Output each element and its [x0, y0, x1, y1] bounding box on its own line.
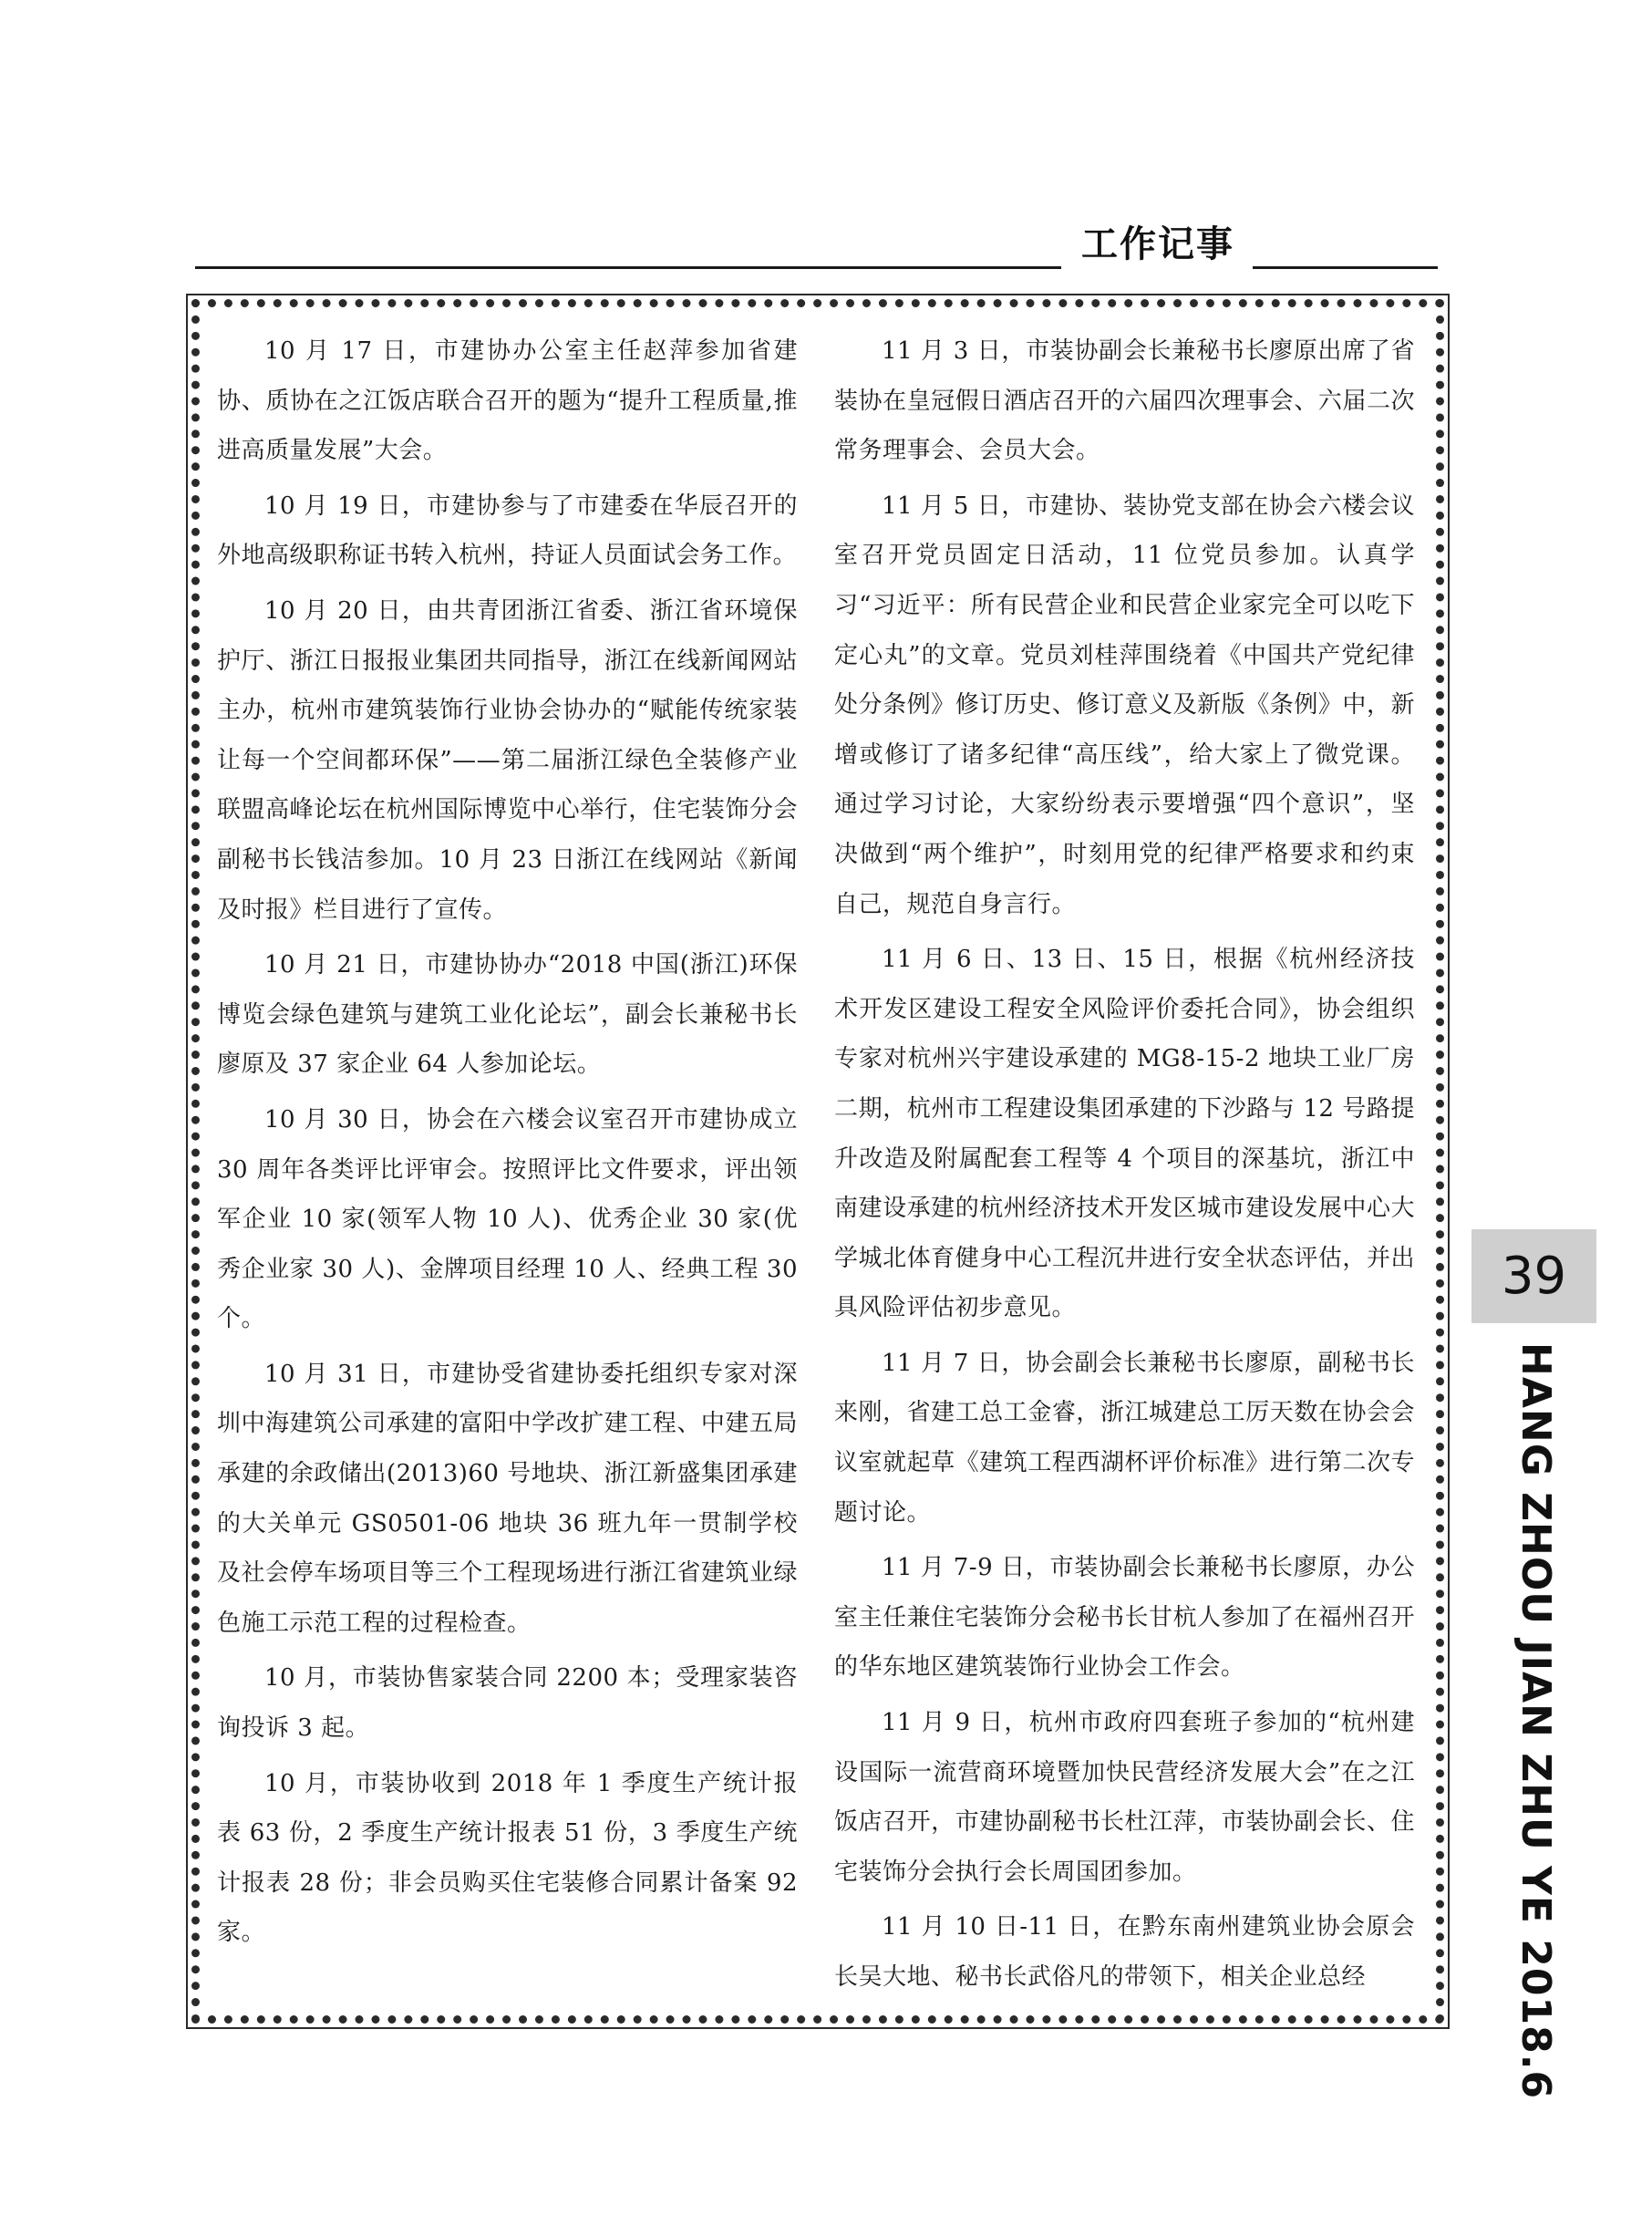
paragraph: 11 月 5 日，市建协、装协党支部在协会六楼会议室召开党员固定日活动，11 位党员参加。认真学习“习近平：所有民营企业和民营企业家完全可以吃下定心丸”的文章。党员刘桂萍围绕着《中国共产党纪律处分条例》修订历史、修订意义及新版《条例》中，新增或修订了诸多纪律“高压线”，给大家上了微党课。通过学习讨论，大家纷纷表示要增强“四个意识”，坚决做到“两个维护”，时刻用党的纪律严格要求和约束自己，规范自身言行。: [834, 492, 1415, 918]
right-column: [834, 326, 1415, 2008]
paragraph: 10 月 30 日，协会在六楼会议室召开市建协成立 30 周年各类评比评审会。按照评比文件要求，评出领军企业 10 家(领军人物 10 人)、优秀企业 30 家(优秀企业家 30 人)、金牌项目经理 10 人、经典工程 30 个。: [217, 1105, 798, 1333]
paragraph: 10 月 31 日，市建协受省建协委托组织专家对深圳中海建筑公司承建的富阳中学改扩建工程、中建五局承建的余政储出(2013)60 号地块、浙江新盛集团承建的大关单元 GS0501-06 地块 36 班九年一贯制学校及社会停车场项目等三个工程现场进行浙江省建筑业绿色施工示范工程的过程检查。: [217, 1360, 798, 1637]
paragraph: 10 月，市装协收到 2018 年 1 季度生产统计报表 63 份，2 季度生产统计报表 51 份，3 季度生产统计报表 28 份；非会员购买住宅装修合同累计备案 92 家。: [217, 1769, 798, 1947]
paragraph: 10 月，市装协售家装合同 2200 本；受理家装咨询投诉 3 起。: [217, 1664, 798, 1743]
paragraph: 10 月 19 日，市建协参与了市建委在华辰召开的外地高级职称证书转入杭州，持证人员面试会务工作。: [217, 492, 798, 570]
page-number: 39: [1501, 1247, 1567, 1306]
paragraph: 10 月 21 日，市建协协办“2018 中国(浙江)环保博览会绿色建筑与建筑工业化论坛”，副会长兼秘书长廖原及 37 家企业 64 人参加论坛。: [217, 951, 798, 1079]
header-rule-right: [1253, 266, 1438, 269]
paragraph: 10 月 20 日，由共青团浙江省委、浙江省环境保护厅、浙江日报报业集团共同指导，浙江在线新闻网站主办，杭州市建筑装饰行业协会协办的“赋能传统家装 让每一个空间都环保”——第二届浙江绿色全装修产业联盟高峰论坛在杭州国际博览中心举行，住宅装饰分会副秘书长钱洁参加。10 月 23 日浙江在线网站《新闻及时报》栏目进行了宣传。: [217, 596, 798, 924]
section-title: 工作记事: [1081, 223, 1234, 265]
paragraph: 11 月 3 日，市装协副会长兼秘书长廖原出席了省装协在皇冠假日酒店召开的六届四次理事会、六届二次常务理事会、会员大会。: [834, 337, 1415, 465]
paragraph: 11 月 9 日，杭州市政府四套班子参加的“杭州建设国际一流营商环境暨加快民营经济发展大会”在之江饭店召开，市建协副秘书长杜江萍，市装协副会长、住宅装饰分会执行会长周国团参加。: [834, 1709, 1415, 1886]
header-rule-left: [195, 266, 1061, 269]
paragraph: 10 月 17 日，市建协办公室主任赵萍参加省建协、质协在之江饭店联合召开的题为“提升工程质量,推进高质量发展”大会。: [217, 337, 798, 465]
paragraph: 11 月 7-9 日，市装协副会长兼秘书长廖原，办公室主任兼住宅装饰分会秘书长甘杭人参加了在福州召开的华东地区建筑装饰行业协会工作会。: [834, 1554, 1415, 1682]
paragraph: 11 月 7 日，协会副会长兼秘书长廖原，副秘书长来刚，省建工总工金睿，浙江城建总工厉天数在协会会议室就起草《建筑工程西湖杯评价标准》进行第二次专题讨论。: [834, 1349, 1415, 1527]
magazine-side-label: HANG ZHOU JIAN ZHU YE 2018.6: [1513, 1342, 1559, 2100]
paragraph: 11 月 10 日-11 日，在黔东南州建筑业协会原会长吴大地、秘书长武俗凡的带领下，相关企业总经: [834, 1913, 1415, 1991]
paragraph: 11 月 6 日、13 日、15 日，根据《杭州经济技术开发区建设工程安全风险评价委托合同》，协会组织专家对杭州兴宇建设承建的 MG8-15-2 地块工业厂房二期，杭州市工程建设集团承建的下沙路与 12 号路提升改造及附属配套工程等 4 个项目的深基坑，浙江中南建设承建的杭州经济技术开发区城市建设发展中心大学城北体育健身中心工程沉井进行安全状态评估，并出具风险评估初步意见。: [834, 946, 1415, 1322]
page-number-tab: [1471, 1229, 1596, 1323]
left-column: [217, 326, 798, 1963]
